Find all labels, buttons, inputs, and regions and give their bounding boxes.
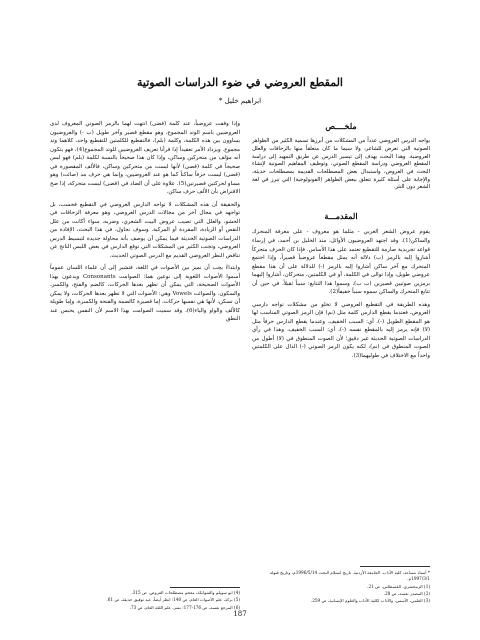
footnote: (1) الزمخشري، القسطاس، ص 21. bbox=[367, 583, 430, 589]
abstract-heading: ملخــــص bbox=[325, 121, 357, 131]
footnote: (5) بركة، علم الأصوات العام، ص 140؛ انظر أيضاً، عبد توفيق حديقة، ص 61. bbox=[106, 597, 240, 603]
left-column bbox=[50, 120, 240, 328]
article-title: المقطع العروضي في ضوء الدراسات الصوتية bbox=[137, 76, 343, 89]
footnotes-right bbox=[252, 570, 430, 605]
paragraph: وابتداءً يجب أن نميز بين الأصوات في اللغة، فتشير إلى أن علماء اللسان عموماً أسموا الأصوات اللغوية إلى نوعين هما: الصوامت Consonants ويدعون بهذا الأصوات الصحيحة، التي يمكن أن تظهر بعدها الحركات، كالضم والفتح، والكسر، والسكون. والصوائت Vowels وهي: الأصوات التي لا تظهر بعدها الحركات، ولا يمكن أن تسكن، لأنها هي نفسها حركات، إما قصيرة كالضمة والفتحة والكسرة، وإما طويلة كالألف والواو والياء(6)، وقد سميت الصوامت بهذا الاسم لأن النفس يحبس عند النطق bbox=[50, 265, 241, 323]
author-name: ابراهيم خليل * bbox=[218, 97, 262, 105]
paragraph: والحقيقة أن هذه المشكلات لا تواجه الدارس العروضي في التقطيع فحسب، بل تواجهه في مجال آخر من مجالات الدرس العروضي، وهو معرفة الزحافات في الحشو، والعلل التي تصيب عروض البيت الشعري، وضربه، سواء أكانت من علل النقص أو الزيادة، المفردة أو المركبة. وسوف نحاول، في هذا البحث، الإفادة من الدراسات الصوتية الحديثة فيما يمكن أن يوصف بأنه محاولة جديدة لتبسيط الدرس العروضي، وتجنب الكثير من المشكلات التي توقع الدارس في بعض اللبس الناتج عن تناقض النظر العروضي القديم مع الدرس الصوتي الحديث. bbox=[50, 201, 240, 259]
paragraph: وهذه الطريقة في التقطيع العروضي لا تخلو من مشكلات تواجه دارسي العروض، فعندما يقطع الدارس كلمة مثل (نم) فإن الرمز الصوتي المناسب لها هو المقطع الطويل (-). أي: السبب الخفيف. وعندما يقطع الدارس حرفاً مثل (لا) فإنه يرمز إليه بالمقطع نفسه (-)، أي: السبب الخفيف، وهذا في رأي الدراسات الصوتية الحديثة غير دقيق؛ لأن الصوت المنطوق في (لا) أطول من الصوت المنطوق في (نم)، لكنه يكون الرمز الصوتي (-) الدال على الكلمتين واحداً مع الاختلاف في طوليهما(3). bbox=[252, 301, 430, 359]
footnote: (3) العلمي، الأسس، والآداب لكلية الآداب والعلوم الإنسانية، ص 259. bbox=[310, 598, 430, 604]
footnote-divider bbox=[360, 566, 430, 567]
footnote-divider bbox=[170, 587, 240, 588]
paragraph: يقوم عروض الشعر العربي - مثلما هو معروف - على معرفة المتحرك والساكن(1). وقد اجتهد العروضيون الأوائل، منذ الخليل بن أحمد، في إرساء قواعد تجريدية صارمة للتقطيع تعتمد على هذا الأساس. فإذا كان الحرف متحركاً أشاروا إليه بالرمز (ب) دلالة أنه يمثل مقطعاً عروضياً قصيراً، وإذا اجتمع المتحرك مع آخر ساكن أشاروا إليه بالرمز (-) للدلالة على أن هذا مقطع عروضي طويل، وإذا توالى في الكلمة، أو في الكلمتين، متحركان، أشاروا إليهما برمزين صوتيين قصيرين (ب ب)، وسموا هذا التتابع: سبباً ثقيلاً، في حين أن تتابع المتحرك والساكن سموه سبباً خفيفاً(2). bbox=[252, 229, 430, 296]
right-column bbox=[252, 120, 430, 364]
footnote: (6) المرجع نفسه، ص 176-177؛ بشر، علم اللغة العام، ص 73. bbox=[129, 604, 240, 610]
footnotes-left bbox=[50, 590, 240, 612]
footnote: (2) المصدر نفسه، ص 28. bbox=[383, 590, 430, 596]
intro-heading: المقدمـــة bbox=[324, 211, 358, 222]
page-number: 187 bbox=[233, 610, 247, 618]
footnote: * أستاذ مساعد، كلية الآداب، الجامعة الأردنية. تاريخ استلام البحث 1996/5/14م، وتاريخ قبوله 1997/3/1م. bbox=[269, 570, 430, 582]
abstract-text: يواجه الدرس العروضي عدداً من المشكلات من أبرزها تسمية الكثير من الظواهر الصوتية التي تعرض للشاعر، ولا سيما ما كان متعلقاً منها بالزحافات والعلل العروضية. وهذا البحث يهدف إلى تيسير الدرس عن طريق التمهيد إلى دراسة المقطع العروضي ودراسة المقطع الصوتي، وتوظيف المفاهيم الصوتية لإنشاء البحث في العروض، واستبدال بعض المصطلحات القديمة بمصطلحات حديثة، والإجابة على أسئلة كثيرة تتعلق ببعض الظواهر (الفونولوجية) التي تبرز في لغة الشعر دون النثر. bbox=[252, 138, 430, 191]
paragraph: وإذا وقفت عروضياً، عند كلمة (قضى) انتهت لهما بالرمز الصوتي المعروف لدى العروضيين باسم الوتد المجموع، وهو مقطع قصير وآخر طويل (ب -) والعروضيون يساوون بين هذه الكلمة، وكلمة (بلم)، فالتقطيع للكلمتين للتقطيع واحد، كلاهما وتد مجموع. ويزداد الأمر تعقيداً إذا قرأنا تعريف العروضيين للوتد المجموع(4)، فهو يتكون أنه مؤلف من متحركين وساكن، وإذا كان هذا صحيحاً بالنسبة لكلمة (بلم) فهو ليس صحيحاً في كلمة (قضى) لأنها ليست من متحركين وساكن، فالألف المقصورة في (قضى) ليست حرفاً ساكناً كما هو عند العروضيين، وإنما هي حرف مد (صائت) وهو مساو لحركتين قصيرتين(5). علاوة على أن الضاد في (قضى) ليست متحركة، إذا صح الافتراض بأن الألف حرف ساكن. bbox=[50, 121, 241, 196]
footnote: (4) ابو سويلم والشوابكة، معجم مصطلحات العروض، ص 315. bbox=[131, 590, 240, 595]
